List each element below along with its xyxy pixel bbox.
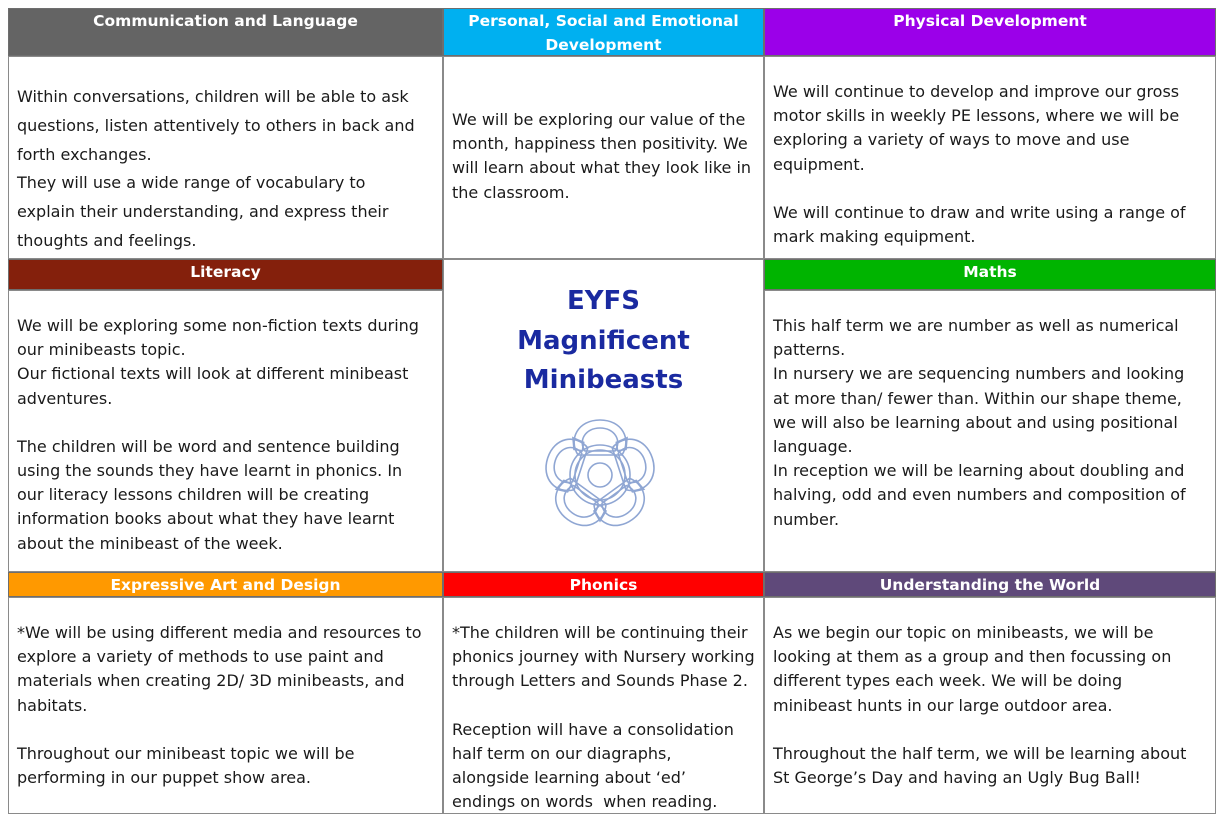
center-title-panel bbox=[443, 259, 764, 572]
text-line: Our fictional texts will look at different minibeast bbox=[17, 364, 409, 384]
literacy-text bbox=[8, 290, 443, 572]
pse-heading: Personal, Social and Emotional Development bbox=[443, 8, 764, 56]
phonics-heading: Phonics bbox=[443, 572, 764, 597]
literacy-heading: Literacy bbox=[8, 259, 443, 290]
text-line: looking at them as a group and then focussing on bbox=[773, 647, 1172, 667]
text-line: *We will be using different media and resources to bbox=[17, 623, 422, 642]
text-line: We will continue to develop and improve our gross bbox=[773, 82, 1180, 101]
text-line: In reception we will be learning about doubling and bbox=[773, 461, 1185, 481]
text-line: St George’s Day and having an Ugly Bug Ball! bbox=[773, 768, 1141, 788]
text-line: half term on our diagraphs, bbox=[452, 743, 672, 763]
physical-text bbox=[764, 56, 1216, 259]
text-line: the classroom. bbox=[452, 182, 570, 202]
text-line: materials when creating 2D/ 3D minibeasts, and bbox=[17, 671, 405, 691]
text-line: month, happiness then positivity. We bbox=[452, 134, 748, 154]
text-line: explore a variety of methods to use paint and bbox=[17, 647, 384, 667]
text-line: patterns. bbox=[773, 340, 846, 360]
text-line: In nursery we are sequencing numbers and looking bbox=[773, 364, 1185, 384]
text-line: minibeast hunts in our large outdoor area. bbox=[773, 695, 1113, 715]
expressive-text bbox=[8, 597, 443, 814]
expressive-heading: Expressive Art and Design bbox=[8, 572, 443, 597]
text-line: questions, listen attentively to others in back and bbox=[17, 115, 415, 135]
text-line: Reception will have a consolidation bbox=[452, 719, 734, 739]
text-line: habitats. bbox=[17, 695, 88, 715]
text-line: explain their understanding, and express their bbox=[17, 202, 389, 222]
curriculum-grid bbox=[8, 8, 1216, 814]
text-line: mark making equipment. bbox=[773, 227, 976, 247]
text-line: Within conversations, children will be able to ask bbox=[17, 87, 409, 106]
text-line: As we begin our topic on minibeasts, we will be bbox=[773, 623, 1154, 642]
text-line: language. bbox=[773, 437, 853, 457]
text-line: phonics journey with Nursery working bbox=[452, 647, 755, 667]
maths-text bbox=[764, 290, 1216, 572]
text-line: our literacy lessons children will be creating bbox=[17, 485, 370, 505]
text-line: Throughout the half term, we will be learning about bbox=[773, 743, 1187, 763]
maths-heading: Maths bbox=[764, 259, 1216, 290]
text-line: through Letters and Sounds Phase 2. bbox=[452, 671, 748, 691]
communication-heading: Communication and Language bbox=[8, 8, 443, 56]
physical-heading: Physical Development bbox=[764, 8, 1216, 56]
text-line: halving, odd and even numbers and composition of bbox=[773, 485, 1186, 505]
pse-text bbox=[443, 56, 764, 259]
title-eyfs: EYFS bbox=[566, 286, 641, 316]
text-line: endings on words when reading. bbox=[452, 792, 718, 812]
tudor-rose-icon bbox=[522, 415, 678, 535]
text-line: exploring a variety of ways to move and use bbox=[773, 130, 1130, 150]
text-line: number. bbox=[773, 509, 840, 529]
text-line: at more than/ fewer than. Within our shape theme, bbox=[773, 388, 1182, 408]
title-magnificent: Magnificent bbox=[517, 326, 690, 356]
world-text bbox=[764, 597, 1216, 814]
text-line: We will be exploring some non-fiction texts during bbox=[17, 316, 419, 335]
text-line: We will be exploring our value of the bbox=[452, 110, 746, 129]
text-line: about the minibeast of the week. bbox=[17, 533, 283, 553]
text-line: thoughts and feelings. bbox=[17, 230, 197, 250]
text-line: equipment. bbox=[773, 154, 865, 174]
text-line: alongside learning about ‘ed’ bbox=[452, 768, 686, 788]
text-line: *The children will be continuing their bbox=[452, 623, 748, 642]
text-line: we will also be learning about and using positional bbox=[773, 412, 1178, 432]
text-line: different types each week. We will be doing bbox=[773, 671, 1123, 691]
title-minibeasts: Minibeasts bbox=[523, 365, 684, 395]
text-line: Throughout our minibeast topic we will be bbox=[17, 743, 355, 763]
text-line: motor skills in weekly PE lessons, where we will be bbox=[773, 106, 1180, 126]
text-line: adventures. bbox=[17, 388, 113, 408]
world-heading: Understanding the World bbox=[764, 572, 1216, 597]
text-line: forth exchanges. bbox=[17, 144, 152, 164]
text-line: will learn about what they look like in bbox=[452, 158, 752, 178]
communication-text bbox=[8, 56, 443, 259]
phonics-text bbox=[443, 597, 764, 814]
text-line: our minibeasts topic. bbox=[17, 340, 186, 360]
text-line: using the sounds they have learnt in phonics. In bbox=[17, 461, 403, 481]
text-line: This half term we are number as well as numerical bbox=[773, 316, 1179, 335]
text-line: performing in our puppet show area. bbox=[17, 768, 311, 788]
text-line: information books about what they have learnt bbox=[17, 509, 395, 529]
text-line: The children will be word and sentence building bbox=[17, 436, 400, 456]
text-line: We will continue to draw and write using a range of bbox=[773, 202, 1186, 222]
text-line: They will use a wide range of vocabulary to bbox=[17, 173, 366, 193]
